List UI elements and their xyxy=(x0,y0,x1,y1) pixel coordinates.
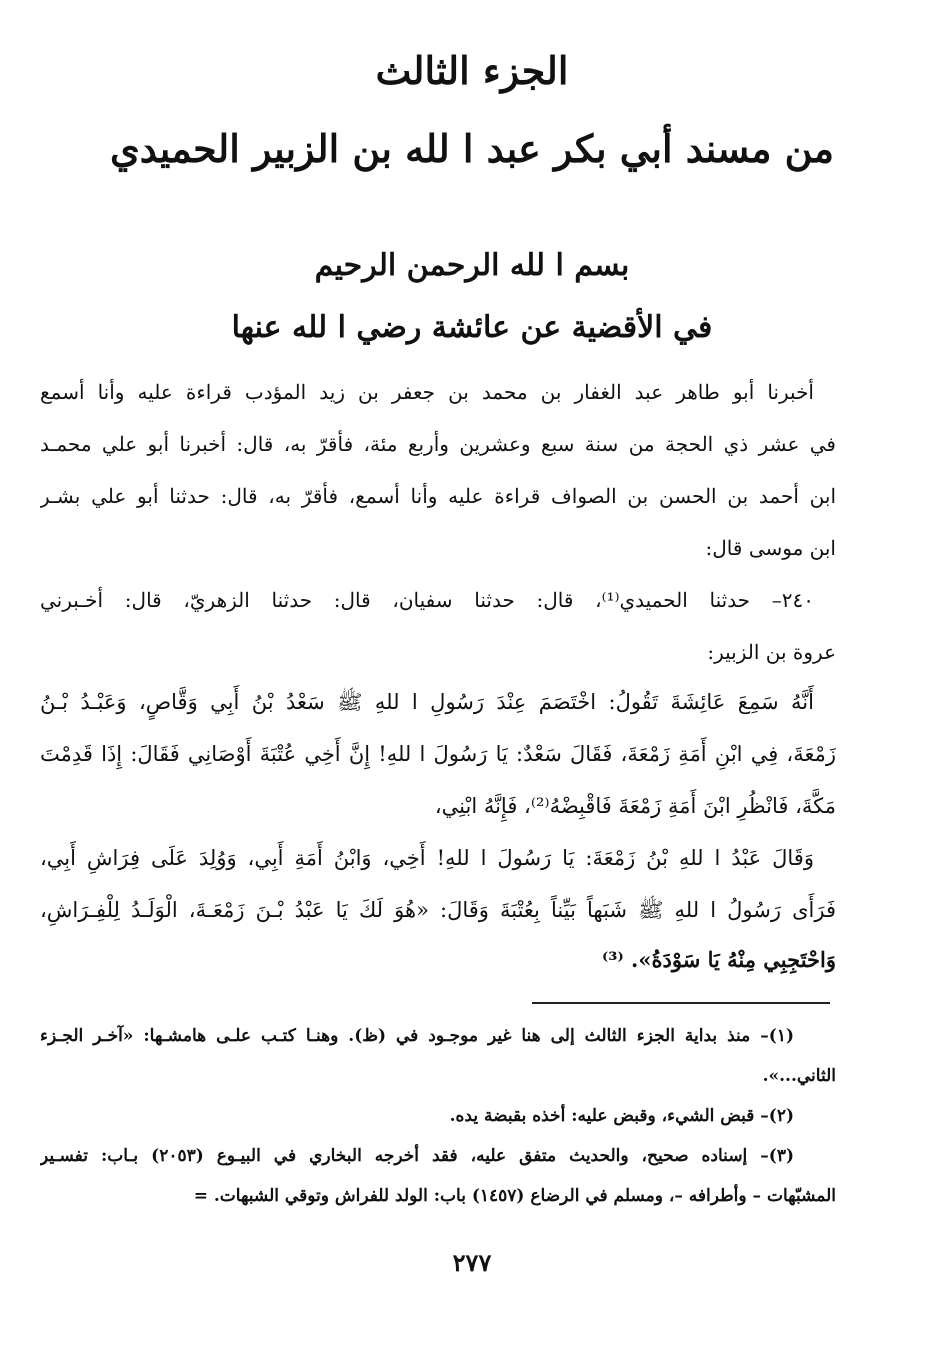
hadith-text-line: وَاحْتَجِبِي مِنْهُ يَا سَوْدَةُ». ⁽³⁾ xyxy=(602,947,836,972)
hadith-intro-line: عروة بن الزبير: xyxy=(707,640,836,664)
isnad-line: في عشر ذي الحجة من سنة سبع وعشرين وأربع مئة، فأقرّ به، قال: أخبرنا أبو علي محمـد xyxy=(40,432,836,456)
footnote-1: (١)– منذ بداية الجزء الثالث إلى هنا غير موجـود في (ظ). وهنـا كتـب علـى هامشـها: «آخـر الجـزء xyxy=(40,1026,794,1046)
hadith-text-line: أَنَّهُ سَمِعَ عَائِشَةَ تَقُولُ: اخْتَصَمَ عِنْدَ رَسُولِ ا للهِ ﷺ سَعْدُ بْنُ أَبِي وَقَّاصٍ، وَعَبْـدُ بْـنُ xyxy=(40,690,814,714)
footnote-separator xyxy=(532,1002,830,1004)
hadith-text-line: وَقَالَ عَبْدُ ا للهِ بْنُ زَمْعَةَ: يَا رَسُولَ ا للهِ! أَخِي، وَابْنُ أَمَةِ أَبِي، وَوُلِدَ عَلَى فِرَاشِ أَبِي، xyxy=(40,846,814,870)
hadith-text-line: مَكَّةَ، فَانْظُرِ ابْنَ أَمَةِ زَمْعَةَ فَاقْبِضْهُ⁽²⁾، فَإِنَّهُ ابْنِي، xyxy=(434,794,836,818)
book-title: من مسند أبي بكر عبد ا لله بن الزبير الحميدي xyxy=(110,126,834,171)
isnad-line: ابن أحمد بن الحسن بن الصواف قراءة عليه وأنا أسمع، فأقرّ به، قال: حدثنا أبو علي بشـر xyxy=(40,484,836,508)
footnote-3: (٣)– إسناده صحيح، والحديث متفق عليه، فقد أخرجه البخاري في البيـوع (٢٠٥٣) بـاب: تفسـير xyxy=(40,1146,794,1166)
isnad-line: ابن موسى قال: xyxy=(705,536,836,560)
hadith-text-line: زَمْعَةَ، فِي ابْنِ أَمَةِ زَمْعَةَ، فَقَالَ سَعْدٌ: يَا رَسُولَ ا للهِ! إِنَّ أَخِي عُتْبَةَ أَوْصَانِي فَقَالَ: إِذَا قَدِمْتَ xyxy=(40,742,836,766)
hadith-text-line: فَرَأَى رَسُولُ ا للهِ ﷺ شَبَهاً بَيِّناً بِعُتْبَةَ وَقَالَ: «هُوَ لَكَ يَا عَبْدُ بْـنَ زَمْعَـةَ، الْوَلَـدُ لِلْفِـرَاشِ، xyxy=(40,898,836,922)
part-title: الجزء الثالث xyxy=(375,48,569,93)
footnote-3-continued: المشبّهات – وأطرافه –، ومسلم في الرضاع (١٤٥٧) باب: الولد للفراش وتوقي الشبهات. = xyxy=(193,1186,836,1206)
chapter-title: في الأقضية عن عائشة رضي ا لله عنها xyxy=(231,310,713,345)
hadith-intro-line: ٢٤٠– حدثنا الحميدي⁽¹⁾، قال: حدثنا سفيان، قال: حدثنا الزهريّ، قال: أخـبرني xyxy=(40,588,814,612)
footnote-2: (٢)– قبض الشيء، وقبض عليه: أخذه بقبضة يده. xyxy=(449,1106,794,1126)
page-number: ٢٧٧ xyxy=(452,1248,492,1277)
isnad-line: أخبرنا أبو طاهر عبد الغفار بن محمد بن جعفر بن زيد المؤدب قراءة عليه وأنا أسمع xyxy=(40,380,814,404)
basmala-heading: بسم ا لله الرحمن الرحيم xyxy=(314,248,630,283)
footnote-1-continued: الثاني...». xyxy=(762,1066,836,1086)
